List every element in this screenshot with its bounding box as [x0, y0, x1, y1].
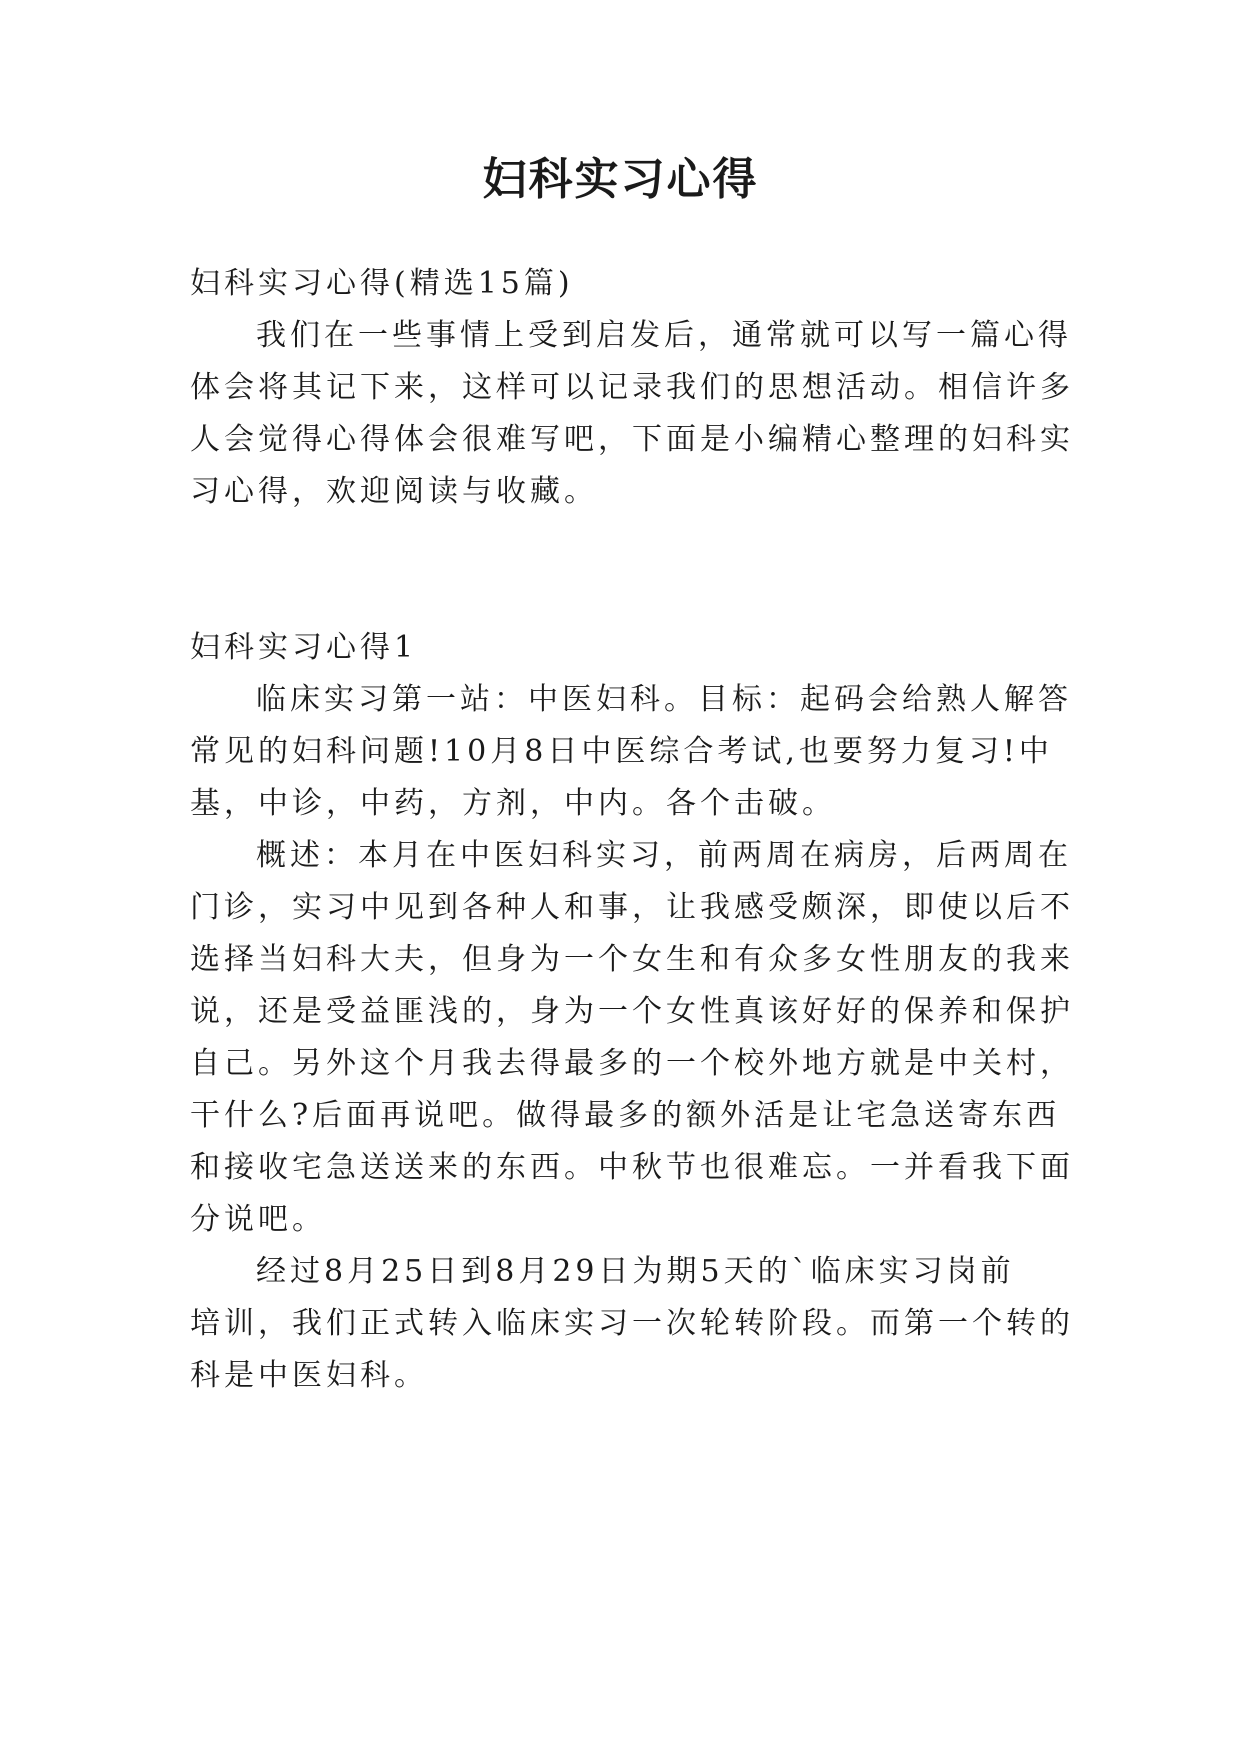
section-heading: 妇科实习心得1 — [190, 630, 418, 665]
paragraph-line: 培训，我们正式转入临床实习一次轮转阶段。而第一个转的 — [190, 1306, 1074, 1341]
intro-line: 我们在一些事情上受到启发后，通常就可以写一篇心得 — [256, 318, 1072, 353]
paragraph-line: 常见的妇科问题!10月8日中医综合考试,也要努力复习!中 — [190, 734, 1053, 769]
paragraph-line: 和接收宅急送送来的东西。中秋节也很难忘。一并看我下面 — [190, 1150, 1074, 1185]
paragraph-line: 门诊，实习中见到各种人和事，让我感受颇深，即使以后不 — [190, 890, 1074, 925]
paragraph-line: 干什么?后面再说吧。做得最多的额外活是让宅急送寄东西 — [190, 1098, 1061, 1133]
paragraph-line: 临床实习第一站：中医妇科。目标：起码会给熟人解答 — [256, 682, 1072, 717]
intro-heading: 妇科实习心得(精选15篇) — [190, 266, 574, 301]
paragraph-line: 说，还是受益匪浅的，身为一个女性真该好好的保养和保护 — [190, 994, 1074, 1029]
paragraph-line: 基，中诊，中药，方剂，中内。各个击破。 — [190, 786, 836, 821]
paragraph-line: 自己。另外这个月我去得最多的一个校外地方就是中关村， — [190, 1046, 1074, 1081]
intro-line: 人会觉得心得体会很难写吧，下面是小编精心整理的妇科实 — [190, 422, 1074, 457]
paragraph-line: 概述：本月在中医妇科实习，前两周在病房，后两周在 — [256, 838, 1072, 873]
paragraph-line: 选择当妇科大夫，但身为一个女生和有众多女性朋友的我来 — [190, 942, 1074, 977]
paragraph-line: 科是中医妇科。 — [190, 1358, 428, 1393]
intro-line: 习心得，欢迎阅读与收藏。 — [190, 474, 598, 509]
intro-line: 体会将其记下来，这样可以记录我们的思想活动。相信许多 — [190, 370, 1074, 405]
paragraph-line: 分说吧。 — [190, 1202, 326, 1237]
document-title: 妇科实习心得 — [482, 154, 759, 205]
paragraph-line: 经过8月25日到8月29日为期5天的`临床实习岗前 — [256, 1254, 1015, 1289]
